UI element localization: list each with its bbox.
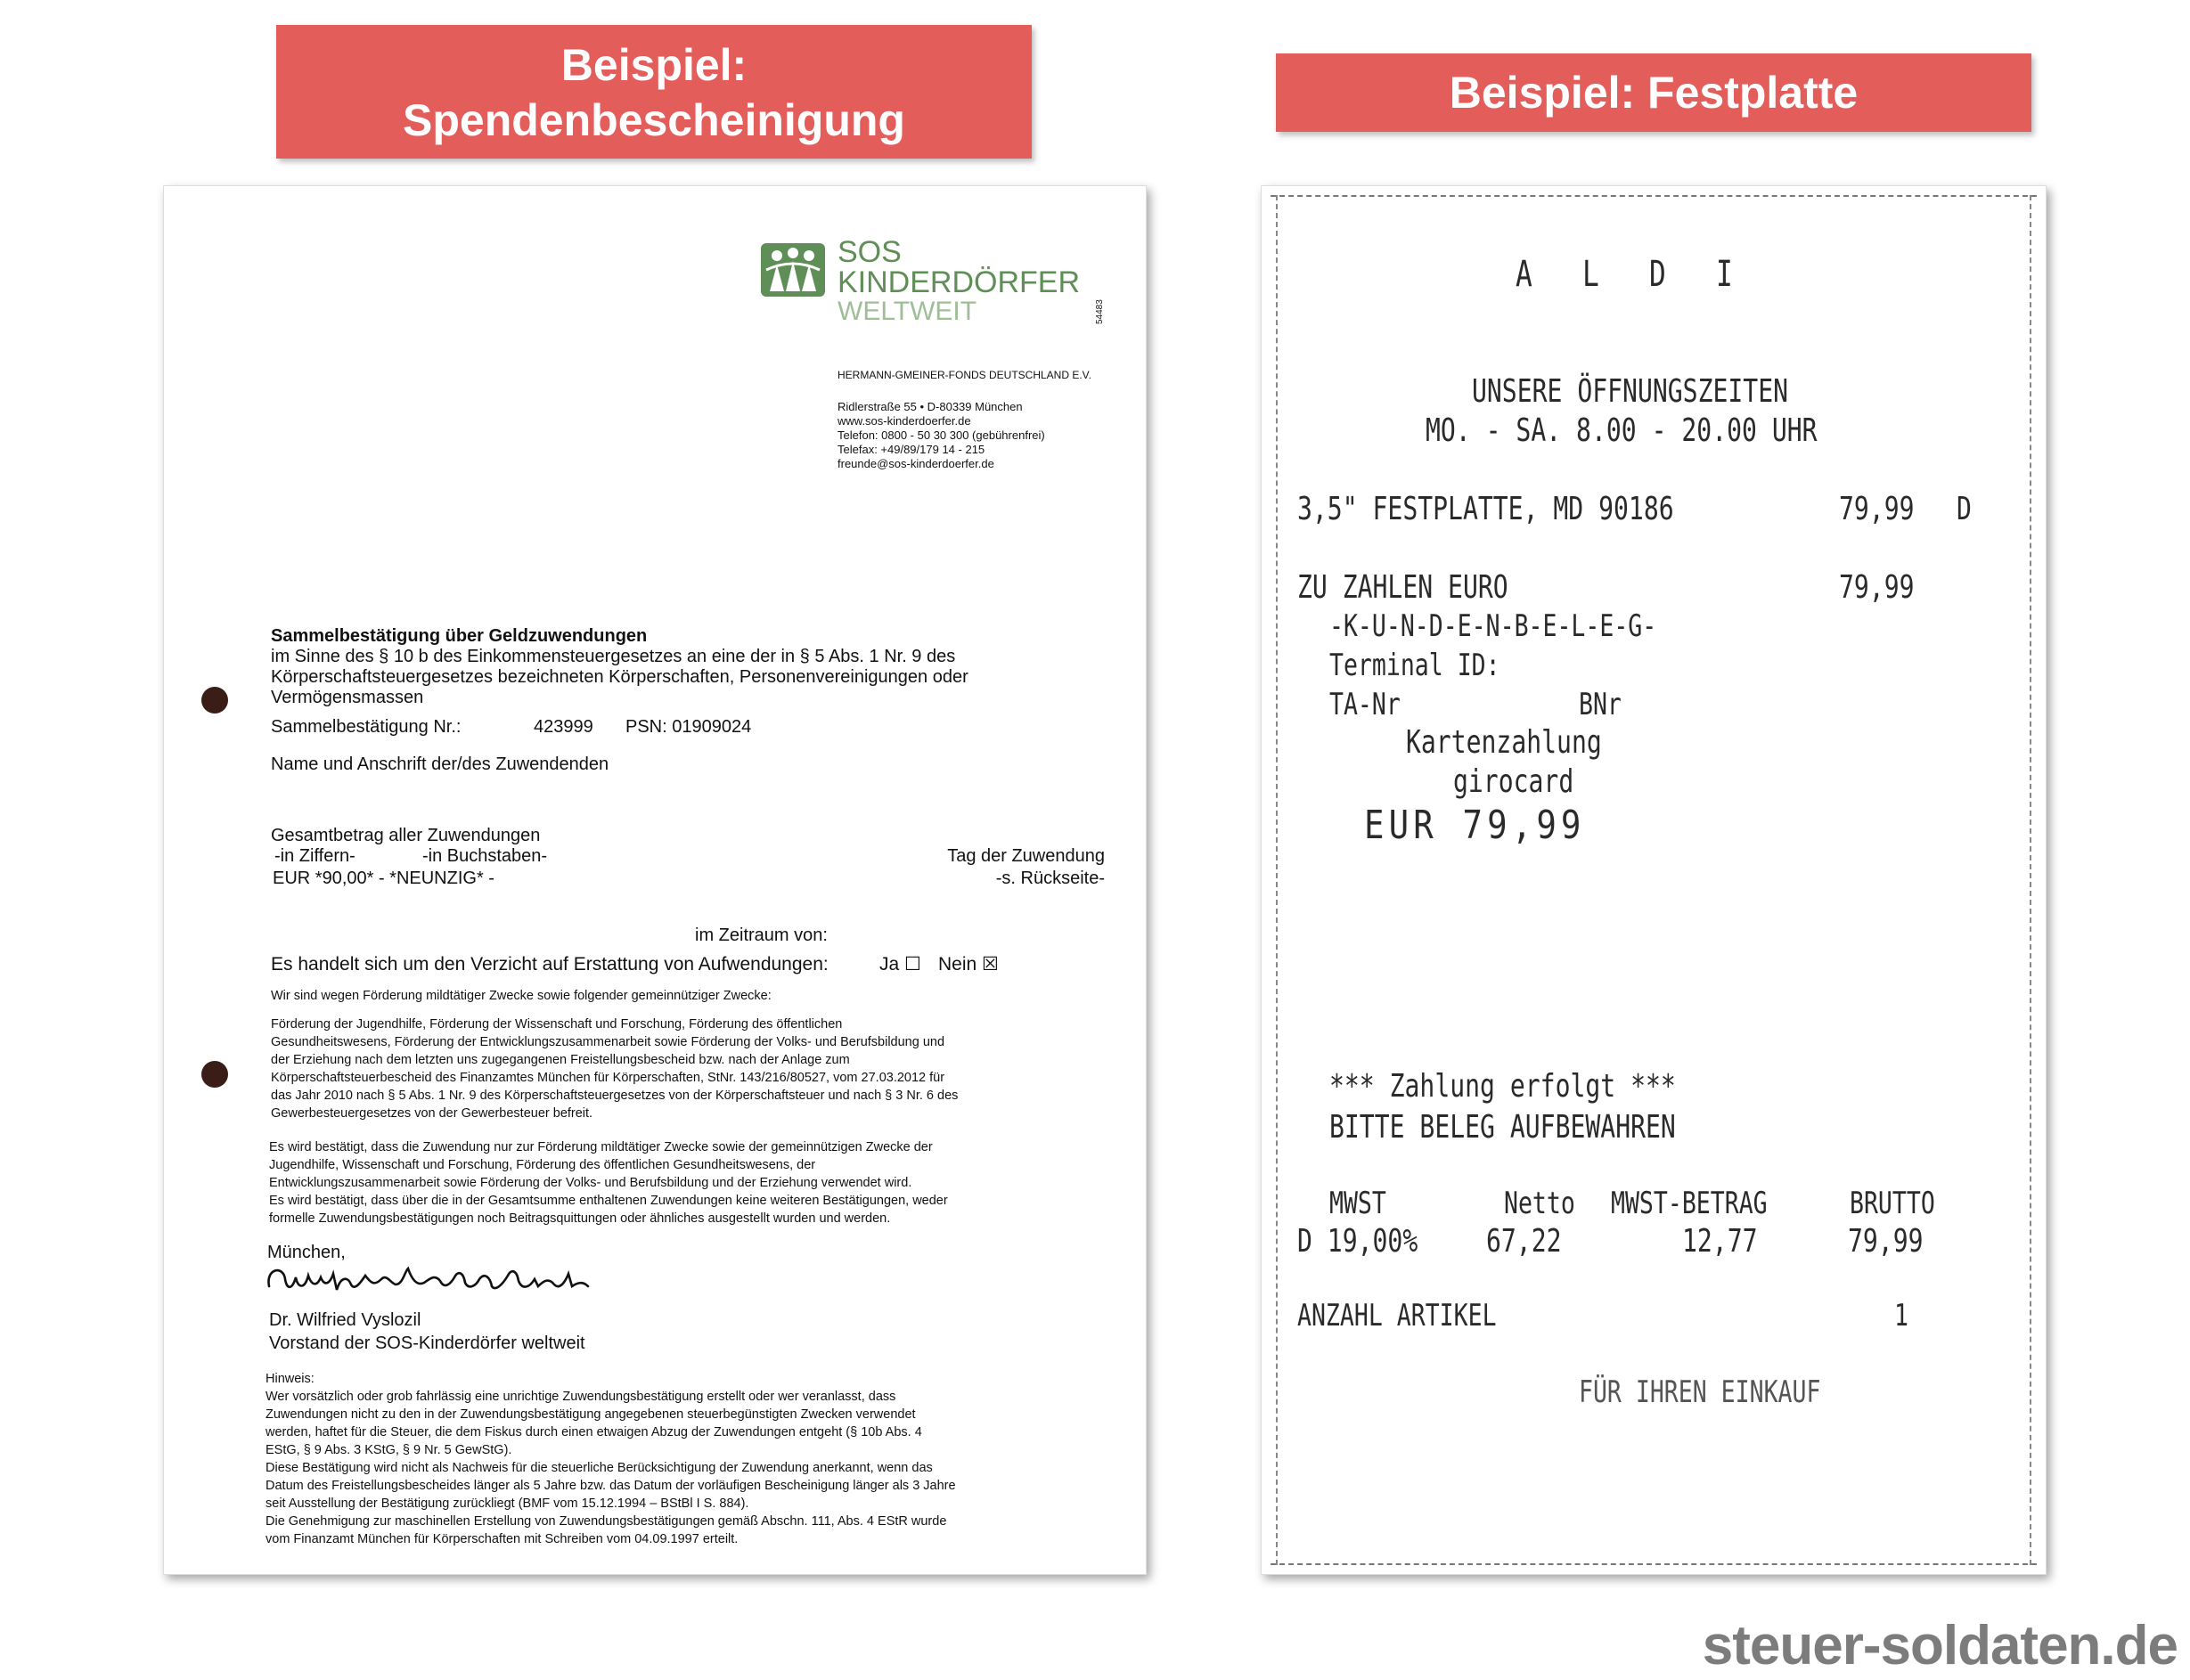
opening-hours: MO. - SA. 8.00 - 20.00 UHR bbox=[1426, 412, 1818, 449]
tax-brutto: 79,99 bbox=[1848, 1223, 1924, 1260]
opening-hours-title: UNSERE ÖFFNUNGSZEITEN bbox=[1472, 373, 1789, 410]
left-banner-line2: Spendenbescheinigung bbox=[403, 95, 905, 145]
note-line: Zuwendungen nicht zu den in der Zuwendungsbestätigung angegebenen steuerbegünstigten Zwecken verwendet bbox=[266, 1407, 916, 1422]
item-count-label: ANZAHL ARTIKEL bbox=[1297, 1298, 1497, 1333]
handwritten-signature bbox=[266, 1260, 640, 1303]
item-tax-code: D bbox=[1957, 491, 1972, 527]
doc-subtitle-line: Vermögensmassen bbox=[271, 688, 424, 707]
logo-text-sos: SOS bbox=[838, 235, 902, 269]
tax-rate: D 19,00% bbox=[1297, 1223, 1418, 1260]
left-banner bbox=[276, 25, 1032, 159]
tax-amount: 12,77 bbox=[1682, 1223, 1758, 1260]
b-number: BNr bbox=[1579, 687, 1622, 722]
purpose-line: Körperschaftsteuerbescheid des Finanzamtes München für Körperschaften, StNr. 143/216/80527, vom 27.03.2012 für bbox=[271, 1071, 945, 1085]
confirm-line: formelle Zuwendungsbestätigungen noch Beitragsquittungen oder ähnliches ausgestellt wurden und werden. bbox=[269, 1211, 891, 1226]
receipt-border bbox=[1271, 195, 2037, 197]
address-line: Ridlerstraße 55 • D-80339 München bbox=[838, 400, 1023, 413]
address-line: Telefon: 0800 - 50 30 300 (gebührenfrei) bbox=[838, 428, 1045, 442]
sos-children-icon bbox=[761, 243, 825, 297]
confirmation-number-label: Sammelbestätigung Nr.: bbox=[271, 717, 462, 737]
note-line: werden, haftet für die Steuer, die dem Fiskus durch einen etwaigen Abzug der Zuwendungen entgeht (§ 10b Abs. 4 bbox=[266, 1425, 922, 1439]
note-line: Die Genehmigung zur maschinellen Erstellung von Zuwendungsbestätigungen gemäß Abschn. 111, Abs. 4 EStR wurde bbox=[266, 1514, 947, 1529]
date-label: Tag der Zuwendung bbox=[947, 846, 1105, 866]
confirm-line: Es wird bestätigt, dass über die in der Gesamtsumme enthaltenen Zuwendungen keine weiteren Bestätigungen, weder bbox=[269, 1194, 948, 1208]
purpose-line: Gewerbesteuergesetzes von der Gewerbesteuer befreit. bbox=[271, 1106, 593, 1121]
note-line: seit Ausstellung der Bestätigung zurückliegt (BMF vom 15.12.1994 – BStBl I S. 884). bbox=[266, 1497, 749, 1511]
thank-you-line: FÜR IHREN EINKAUF bbox=[1579, 1374, 1821, 1410]
note-label: Hinweis: bbox=[266, 1372, 315, 1386]
donation-receipt-document bbox=[163, 185, 1147, 1575]
psn-number: PSN: 01909024 bbox=[625, 717, 752, 737]
note-line: Datum des Freistellungsbescheides länger als 5 Jahre bzw. das Datum der vorläufigen Bescheinigung länger als 3 Jahre bbox=[266, 1479, 956, 1493]
confirm-line: Jugendhilfe, Wissenschaft und Forschung, Förderung des öffentlichen Gesundheitswesens, der bbox=[269, 1158, 816, 1172]
confirm-line: Entwicklungszusammenarbeit sowie Förderung der Volks- und Berufsbildung und der Erziehung verwendet wird. bbox=[269, 1176, 912, 1190]
customer-receipt-label: -K-U-N-D-E-N-B-E-L-E-G- bbox=[1329, 608, 1657, 644]
logo-text-weltweit: WELTWEIT bbox=[838, 297, 977, 326]
waiver-question: Es handelt sich um den Verzicht auf Erstattung von Aufwendungen: bbox=[271, 954, 829, 975]
purpose-line: Gesundheitswesens, Förderung der Entwicklungszusammenarbeit sowie Förderung der Volks- und Berufsbildung und bbox=[271, 1035, 945, 1049]
date-value: -s. Rückseite- bbox=[995, 869, 1105, 888]
amount-due-label: ZU ZAHLEN EURO bbox=[1297, 569, 1508, 606]
item-count: 1 bbox=[1894, 1298, 1908, 1333]
confirm-line: Es wird bestätigt, dass die Zuwendung nur zur Förderung mildtätiger Zwecke sowie der gemeinnützigen Zwecke der bbox=[269, 1140, 933, 1154]
tax-header-netto: Netto bbox=[1504, 1186, 1575, 1221]
receipt-border bbox=[1276, 195, 1278, 1565]
eur-total: EUR 79,99 bbox=[1364, 803, 1586, 848]
note-line: vom Finanzamt München für Körperschaften mit Schreiben vom 04.09.1997 erteilt. bbox=[266, 1532, 739, 1546]
donor-name-label: Name und Anschrift der/des Zuwendenden bbox=[271, 754, 609, 774]
total-amount-label: Gesamtbetrag aller Zuwendungen bbox=[271, 826, 541, 845]
tax-header-mwst-betrag: MWST-BETRAG bbox=[1611, 1186, 1768, 1221]
left-banner-line1: Beispiel: bbox=[560, 40, 748, 90]
right-banner-text: Beispiel: Festplatte bbox=[1449, 68, 1859, 118]
address-line: freunde@sos-kinderdoerfer.de bbox=[838, 457, 994, 470]
card-type: girocard bbox=[1453, 763, 1574, 800]
waiver-no: Nein ☒ bbox=[938, 954, 999, 975]
doc-title: Sammelbestätigung über Geldzuwendungen bbox=[271, 626, 648, 646]
tax-header-brutto: BRUTTO bbox=[1850, 1186, 1935, 1221]
org-name: HERMANN-GMEINER-FONDS DEUTSCHLAND E.V. bbox=[838, 369, 1091, 381]
logo-text-kinderdoerfer: KINDERDÖRFER bbox=[838, 265, 1081, 299]
purpose-line: das Jahr 2010 nach § 5 Abs. 1 Nr. 9 des Körperschaftsteuergesetzes von der Körperschaftsteuer und nach § 3 Nr. 6 des bbox=[271, 1089, 959, 1103]
purpose-intro: Wir sind wegen Förderung mildtätiger Zwecke sowie folgender gemeinnütziger Zwecke: bbox=[271, 989, 772, 1003]
tax-header-mwst: MWST bbox=[1329, 1186, 1386, 1221]
receipt-border bbox=[1271, 1563, 2037, 1565]
aldi-receipt bbox=[1261, 185, 2047, 1575]
item-price: 79,99 bbox=[1839, 491, 1915, 527]
punch-hole bbox=[201, 1061, 228, 1088]
amount-value: EUR *90,00* - *NEUNZIG* - bbox=[273, 869, 494, 888]
letters-label: -in Buchstaben- bbox=[422, 846, 548, 866]
receipt-border bbox=[2030, 195, 2031, 1565]
right-banner bbox=[1276, 53, 2031, 132]
ta-number: TA-Nr bbox=[1329, 687, 1401, 722]
note-line: EStG, § 9 Abs. 3 KStG, § 9 Nr. 5 GewStG). bbox=[266, 1443, 512, 1457]
period-label: im Zeitraum von: bbox=[695, 926, 828, 945]
payment-type: Kartenzahlung bbox=[1406, 724, 1602, 761]
tax-netto: 67,22 bbox=[1486, 1223, 1562, 1260]
keep-receipt-note: BITTE BELEG AUFBEWAHREN bbox=[1329, 1109, 1676, 1146]
item-name: 3,5" FESTPLATTE, MD 90186 bbox=[1297, 491, 1674, 527]
payment-confirmed: *** Zahlung erfolgt *** bbox=[1329, 1068, 1676, 1105]
confirmation-number: 423999 bbox=[534, 717, 593, 737]
purpose-line: der Erziehung nach dem letzten uns zugegangenen Freistellungsbescheid bzw. nach der Anlage zum bbox=[271, 1053, 850, 1067]
note-line: Wer vorsätzlich oder grob fahrlässig eine unrichtige Zuwendungsbestätigung erstellt oder wer veranlasst, dass bbox=[266, 1390, 896, 1404]
side-code: 54483 bbox=[1095, 299, 1105, 324]
waiver-yes: Ja ☐ bbox=[879, 954, 921, 975]
address-line: Telefax: +49/89/179 14 - 215 bbox=[838, 443, 985, 456]
digits-label: -in Ziffern- bbox=[274, 846, 355, 866]
doc-subtitle-line: Körperschaftsteuergesetzes bezeichneten Körperschaften, Personenvereinigungen oder bbox=[271, 667, 968, 687]
doc-subtitle-line: im Sinne des § 10 b des Einkommensteuergesetzes an eine der in § 5 Abs. 1 Nr. 9 des bbox=[271, 647, 956, 666]
city-label: München, bbox=[267, 1243, 346, 1262]
terminal-id: Terminal ID: bbox=[1329, 648, 1500, 683]
store-name: A L D I bbox=[1516, 254, 1750, 295]
note-line: Diese Bestätigung wird nicht als Nachweis für die steuerliche Berücksichtigung der Zuwendung anerkannt, wenn das bbox=[266, 1461, 933, 1475]
signer-role: Vorstand der SOS-Kinderdörfer weltweit bbox=[269, 1333, 585, 1353]
amount-due: 79,99 bbox=[1839, 569, 1915, 606]
site-watermark: steuer-soldaten.de bbox=[1702, 1615, 2178, 1676]
purpose-line: Förderung der Jugendhilfe, Förderung der Wissenschaft und Forschung, Förderung des öffentlichen bbox=[271, 1017, 843, 1032]
punch-hole bbox=[201, 687, 228, 714]
address-line: www.sos-kinderdoerfer.de bbox=[838, 414, 971, 428]
signer-name: Dr. Wilfried Vyslozil bbox=[269, 1310, 421, 1330]
